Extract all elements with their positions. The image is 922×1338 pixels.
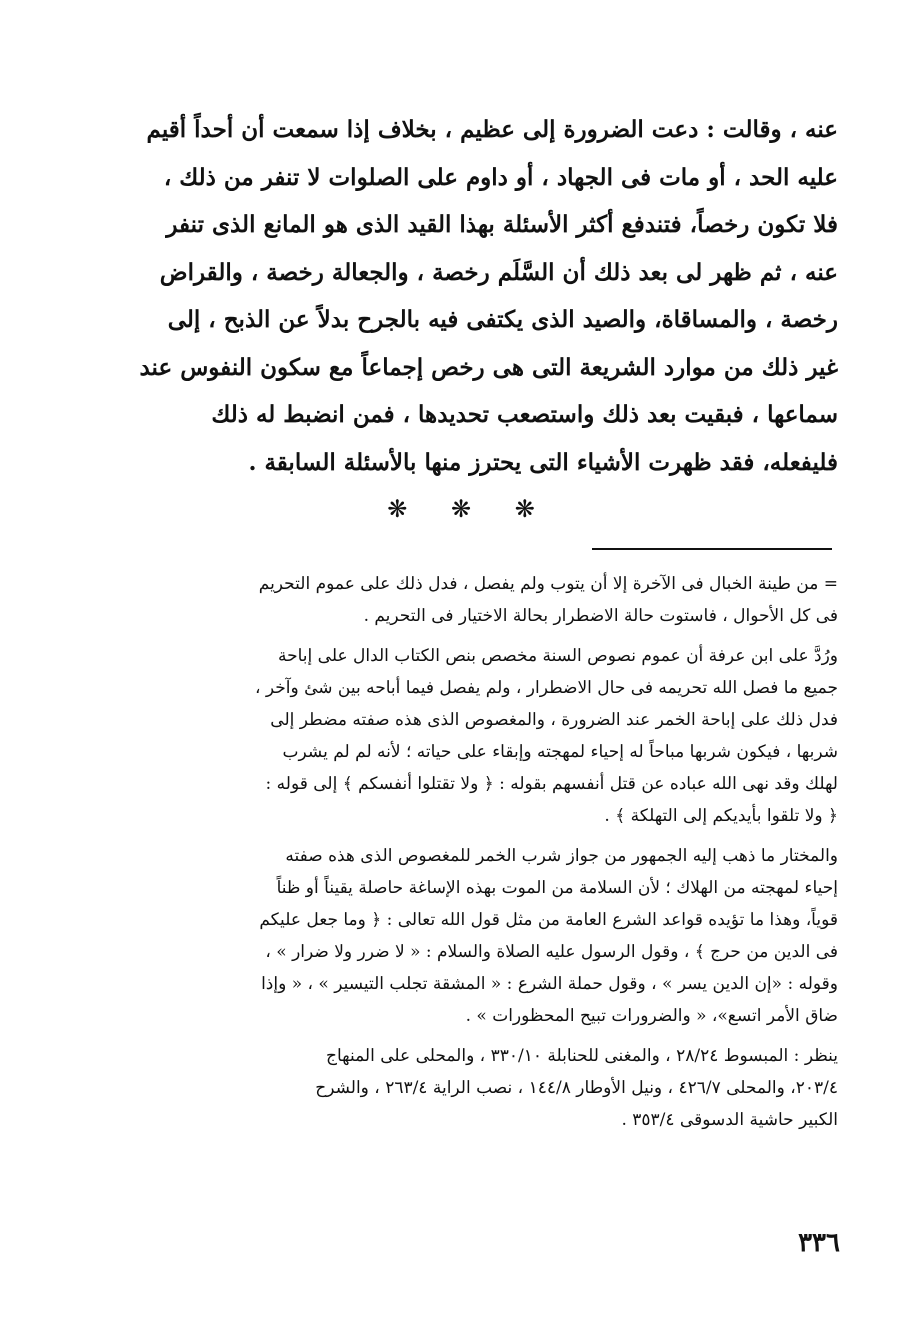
section-separator xyxy=(0,495,922,523)
footnote-line: فى كل الأحوال ، فاستوت حالة الاضطرار بحالة الاختيار فى التحريم . xyxy=(363,606,838,626)
footnote-line: فدل ذلك على إباحة الخمر عند الضرورة ، والمغصوص الذى هذه صفته مضطر إلى xyxy=(270,710,838,730)
main-text-line: عليه الحد ، أو مات فى الجهاد ، أو داوم على الصلوات لا تنفر من ذلك ، xyxy=(163,163,838,191)
main-text-line: فلا تكون رخصاً، فتندفع أكثر الأسئلة بهذا القيد الذى هو المانع الذى تنفر xyxy=(166,211,838,238)
main-text-line: عنه ، وقالت : دعت الضرورة إلى عظيم ، بخلاف إذا سمعت أن أحداً أقيم xyxy=(146,116,838,143)
footnote-line: ضاق الأمر اتسع»، « والضرورات تبيح المحظورات » . xyxy=(465,1006,838,1026)
footnote-line: وقوله : «إن الدين يسر » ، وقول حملة الشرع : « المشقة تجلب التيسير » ، « وإذا xyxy=(261,974,838,994)
footnote-line: قوياً، وهذا ما تؤيده قواعد الشرع العامة من مثل قول الله تعالى : ﴿ وما جعل عليكم xyxy=(259,910,838,930)
footnote-line: فى الدين من حرج ﴾ ، وقول الرسول عليه الصلاة والسلام : « لا ضرر ولا ضرار » ، xyxy=(265,942,838,962)
asterism-icon: ❋ xyxy=(387,495,408,523)
footnote-line: والمختار ما ذهب إليه الجمهور من جواز شرب الخمر للمغصوص الذى هذه صفته xyxy=(285,846,838,866)
main-text-line: فليفعله، فقد ظهرت الأشياء التى يحترز منها بالأسئلة السابقة . xyxy=(248,448,838,476)
main-text-line: سماعها ، فبقيت بعد ذلك واستصعب تحديدها ، فمن انضبط له ذلك xyxy=(211,401,838,428)
main-text-line: عنه ، ثم ظهر لى بعد ذلك أن السَّلَم رخصة ، والجعالة رخصة ، والقراض xyxy=(159,258,838,286)
footnote-line: الكبير حاشية الدسوقى ٣٥٣/٤ . xyxy=(621,1110,838,1130)
asterism-icon: ❋ xyxy=(450,495,472,523)
footnotes xyxy=(118,568,838,1136)
footnote-line: ﴿ ولا تلقوا بأيديكم إلى التهلكة ﴾ . xyxy=(604,806,838,826)
footnote-line: لهلك وقد نهى الله عباده عن قتل أنفسهم بقوله : ﴿ ولا تقتلوا أنفسكم ﴾ إلى قوله : xyxy=(265,774,838,794)
footnote-rule xyxy=(592,548,832,550)
main-text-line: غير ذلك من موارد الشريعة التى هى رخص إجماعاً مع سكون النفوس عند xyxy=(139,353,838,381)
main-text-line: رخصة ، والمساقاة، والصيد الذى يكتفى فيه بالجرح بدلاً عن الذبح ، إلى xyxy=(167,306,838,333)
footnote-line: شربها ، فيكون شربها مباحاً له إحياء لمهجته وإبقاء على حياته ؛ لأنه لم لم يشرب xyxy=(282,742,838,762)
footnote-line: ينظر : المبسوط ٢٨/٢٤ ، والمغنى للحنابلة ٣٣٠/١٠ ، والمحلى على المنهاج xyxy=(325,1046,838,1066)
asterism-icon: ❋ xyxy=(514,495,535,523)
footnote-line: إحياء لمهجته من الهلاك ؛ لأن السلامة من الموت بهذه الإساغة حاصلة يقيناً أو ظناً xyxy=(276,878,838,898)
footnote-line: جميع ما فصل الله تحريمه فى حال الاضطرار ، ولم يفصل فيما أباحه بين شئ وآخر ، xyxy=(254,678,838,698)
page-number: ٣٣٦ xyxy=(798,1228,840,1258)
footnote-line: = من طينة الخبال فى الآخرة إلا أن يتوب ولم يفصل ، فدل ذلك على عموم التحريم xyxy=(258,574,838,594)
main-text xyxy=(118,106,838,486)
footnote-line: ٢٠٣/٤، والمحلى ٤٢٦/٧ ، ونيل الأوطار ١٤٤/٨ ، نصب الراية ٢٦٣/٤ ، والشرح xyxy=(315,1078,838,1098)
footnote-line: ورُدَّ على ابن عرفة أن عموم نصوص السنة مخصص بنص الكتاب الدال على إباحة xyxy=(278,646,838,666)
